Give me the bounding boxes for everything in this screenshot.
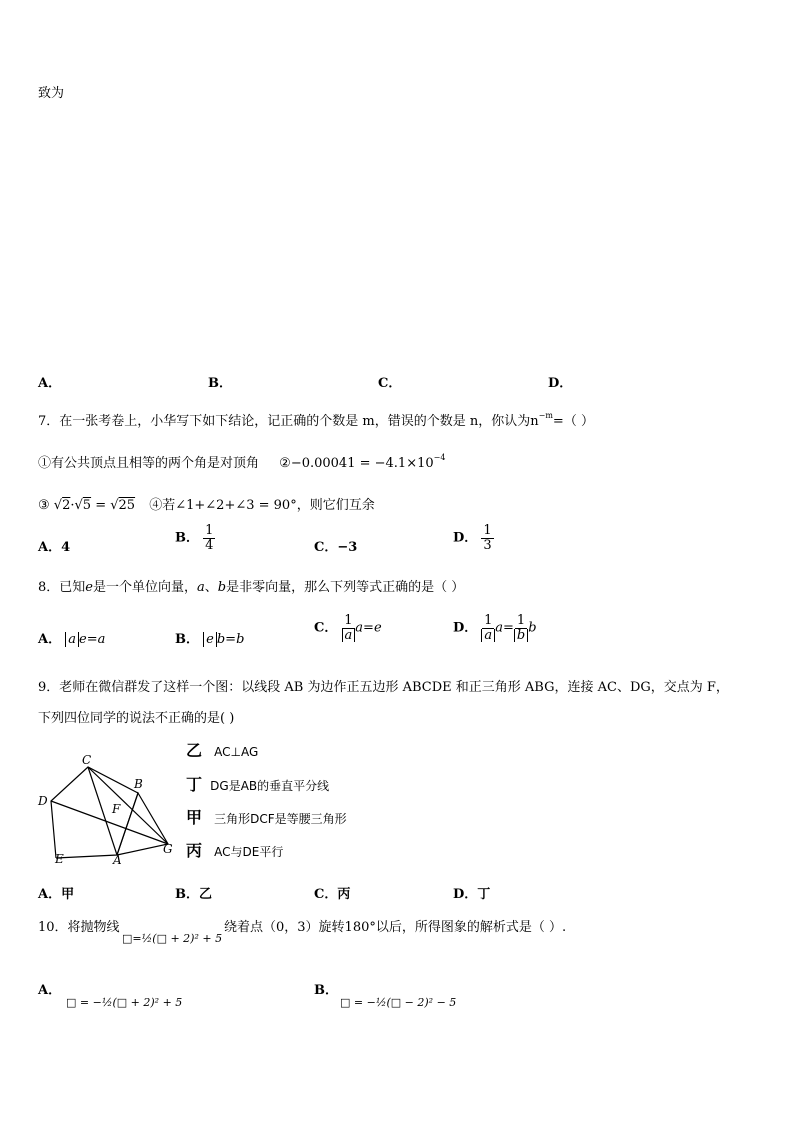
q8-c-frac [342, 614, 356, 642]
statement-name: 丁 [186, 775, 203, 794]
q7-option-b-label: B． [175, 530, 199, 546]
q6-option-d: D． [548, 376, 573, 391]
q7-item2-label: ② [279, 456, 291, 471]
q8-c-e: e [373, 620, 382, 636]
q8-d-label: D． [453, 620, 478, 636]
q8-stem-a: 8．已知 [38, 580, 86, 595]
q8-d-den1: a [484, 627, 493, 643]
q9-option-c: C．丙 [314, 887, 351, 902]
label-g: G [163, 842, 173, 856]
q7-stem-tail: =（ ） [552, 414, 594, 429]
q8-b-label: B． [175, 632, 199, 647]
pentagon-shape [51, 767, 138, 858]
q7-option-c: C．−3 [314, 540, 358, 555]
q7-option-d [453, 524, 494, 552]
q7-option-d-label: D． [453, 530, 478, 546]
statement-text: AC⊥AG [214, 745, 259, 759]
segment-dg [51, 801, 168, 844]
statement-text: AC与DE平行 [214, 845, 284, 859]
top-text: 致为 [38, 86, 65, 101]
q9-figure [30, 750, 190, 870]
q8-d-num1: 1 [484, 613, 493, 628]
segment-cg [88, 767, 168, 844]
q7-d-num: 1 [483, 523, 492, 538]
q8-vec-a: a [197, 580, 205, 595]
q8-stem-c: 是非零向量，那么下列等式正确的是（ ） [226, 580, 465, 595]
label-f: F [112, 802, 121, 816]
statement-name: 甲 [186, 808, 203, 827]
q10-option-b-formula: □ = −½(□ − 2)² − 5 [340, 996, 457, 1009]
q7-option-d-fraction [481, 524, 493, 552]
q8-b-abs: e [206, 632, 214, 647]
q8-a-eq: = [86, 632, 98, 647]
label-c: C [82, 753, 92, 767]
q9-statement-1 [186, 738, 258, 761]
q8-option-d [453, 614, 537, 642]
q8-d-b: b [528, 620, 537, 636]
q9-option-d: D．丁 [453, 887, 491, 902]
q9-option-b: B．乙 [175, 887, 212, 902]
q7-item3-label: ③ [38, 498, 50, 513]
q8-c-label: C． [314, 620, 338, 636]
q7-item3-expr: √2·√5 = √25 [53, 498, 136, 513]
label-d: D [38, 794, 48, 808]
q7-d-den: 3 [483, 537, 492, 553]
q10-option-a-formula: □ = −½(□ + 2)² + 5 [66, 996, 183, 1009]
q8-sep: 、 [204, 580, 218, 595]
q8-c-den: a [344, 627, 353, 643]
q8-d-num2: 1 [516, 613, 526, 628]
q9-option-a: A．甲 [38, 887, 75, 902]
q7-item3-c: 25 [118, 498, 136, 513]
q7-stem-text: 7．在一张考卷上，小华写下如下结论，记正确的个数是 m，错误的个数是 n，你认为 [38, 414, 531, 429]
q8-d-frac1 [481, 614, 495, 642]
q8-a-e: e [79, 632, 87, 647]
q8-vec-b: b [217, 580, 227, 595]
q8-c-num: 1 [344, 613, 353, 628]
q8-a-abs: a [68, 632, 76, 647]
q6-option-a: A． [38, 376, 62, 391]
q7-option-a: A．4 [38, 540, 71, 555]
q10-option-a: A． [38, 983, 62, 998]
q10-formula: □=½(□ + 2)² + 5 [122, 932, 223, 945]
q9-statement-4 [186, 838, 283, 861]
q8-a-rhs: a [97, 632, 106, 647]
label-b: B [134, 777, 143, 791]
q10-option-b: B． [314, 983, 338, 998]
q8-stem [38, 576, 464, 595]
q7-items-row1 [38, 452, 445, 471]
q8-c-eq: = [363, 620, 374, 636]
q8-c-a: a [355, 620, 364, 636]
q7-item1: ①有公共顶点且相等的两个角是对顶角 [38, 456, 260, 471]
q8-d-den2: b [516, 627, 526, 643]
q7-item3-b: 5 [82, 498, 92, 513]
q7-option-b [175, 524, 215, 552]
q7-items-row2 [38, 494, 375, 513]
q8-stem-b: 是一个单位向量， [92, 580, 197, 595]
q9-statement-2 [186, 772, 329, 795]
q8-vec-e: e [85, 580, 93, 595]
q8-b-rhs: b [236, 632, 245, 647]
q8-d-frac2 [514, 614, 528, 642]
statement-text: 三角形DCF是等腰三角形 [214, 812, 347, 826]
q10-stem-a: 10．将抛物线 [38, 920, 120, 935]
q7-item4: ④若∠1+∠2+∠3 = 90°，则它们互余 [149, 498, 375, 513]
q7-b-num: 1 [205, 523, 214, 538]
q10-stem-b: 绕着点（0，3）旋转180°以后，所得图象的解析式是（ ）. [224, 920, 567, 935]
label-a: A [113, 853, 122, 867]
q9-line2: 下列四位同学的说法不正确的是( ) [38, 711, 235, 726]
q8-option-c [314, 614, 382, 642]
q9-statement-3 [186, 805, 347, 828]
q8-a-label: A． [38, 632, 62, 647]
q7-stem [38, 410, 594, 429]
q8-d-eq: = [502, 620, 514, 636]
q8-option-b [175, 628, 244, 647]
label-e: E [55, 852, 64, 866]
q7-item3-a: 2 [62, 498, 71, 513]
q8-d-a: a [495, 620, 503, 636]
q7-power-base: n [530, 414, 539, 429]
q8-b-eq: = [225, 632, 237, 647]
q8-option-a [38, 628, 105, 647]
statement-name: 乙 [186, 741, 203, 760]
q7-power-exp: −m [538, 411, 553, 420]
statement-name: 丙 [186, 841, 203, 860]
q7-b-den: 4 [205, 537, 214, 553]
q9-line1: 9．老师在微信群发了这样一个图：以线段 AB 为边作正五边形 ABCDE 和正三角形 ABG，连接 AC、DG，交点为 F， [38, 680, 729, 695]
q7-item2-exp: −4 [433, 453, 446, 462]
q7-power [530, 411, 553, 429]
q6-option-b: B． [208, 376, 232, 391]
q7-option-b-fraction [203, 524, 215, 552]
q8-b-b: b [216, 632, 226, 647]
q6-option-c: C． [378, 376, 402, 391]
q7-item2-expr: −0.00041 = −4.1×10 [290, 456, 434, 471]
statement-text: DG是AB的垂直平分线 [210, 779, 330, 793]
